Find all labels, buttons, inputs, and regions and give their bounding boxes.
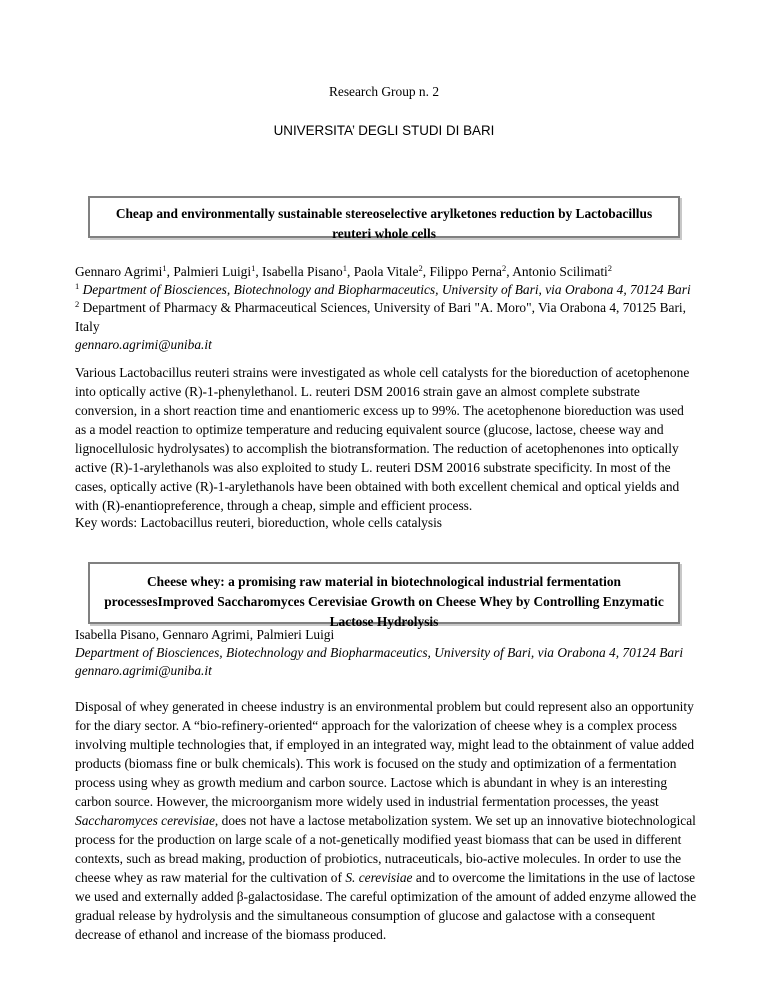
- article2-title-part1: Cheese whey: a promising raw material in biotechnological industrial fermentation processes: [104, 574, 621, 609]
- university-heading: UNIVERSITA’ DEGLI STUDI DI BARI: [273, 123, 495, 138]
- article2-authors: Isabella Pisano, Gennaro Agrimi, Palmieri Luigi: [75, 627, 335, 642]
- article2-title-part2: Improved Saccharomyces Cerevisiae Growth on Cheese Whey by Controlling Enzymatic Lactose Hydrolysis: [157, 594, 664, 629]
- article1-keywords: Key words: Lactobacillus reuteri, bioreduction, whole cells catalysis: [75, 515, 443, 530]
- species-name: Saccharomyces cerevisiae: [75, 813, 215, 828]
- article1-authors: Gennaro Agrimi$^1$, Palmieri Luigi$^1$, Isabella Pisano$^1$, Paola Vitale$^2$, Filippo Perna$^2$, Antonio Scilimati$^2$: [75, 263, 613, 279]
- article1-abstract: Various Lactobacillus reuteri strains were investigated as whole cell catalysts for the bioreduction of acetophenone into optically active (R)-1-phenylethanol. L. reuteri DSM 20016 strain gave an almost complete substrate conversion, in a short reaction time and enantiomeric excess up to 99%. The acetophenone bioreduction was used as a model reaction to optimize temperature and reducing equivalent source (glucose, lactose, cheese way and lignocellulosic hydrolysates) to accomplish the biotransformation. The reduction of acetophenones into optically active (R)-1-arylethanols was also exploited to study L. reuteri DSM 20016 substrate specificity. In most of the cases, optically active (R)-1-arylethanols have been obtained with both excellent chemical and optical yields and with (R)-enantiopreference, through a cheap, simple and efficient process.: [75, 365, 690, 513]
- article1-email[interactable]: gennaro.agrimi@uniba.it: [75, 336, 212, 352]
- article1-title-box: [88, 196, 680, 241]
- species-name: S. cerevisiae: [345, 870, 413, 885]
- article2-header-block: [75, 626, 697, 681]
- article1-affiliation-1: $^1$ Department of Biosciences, Biotechnology and Biopharmaceutics, University of Bari, via Orabona 4, 70124 Bari: [75, 281, 691, 298]
- article1-header-block: [75, 263, 700, 354]
- article1-affiliation-2: $^2$ Department of Pharmacy & Pharmaceutical Sciences, University of Bari "A. Moro", Via Orabona 4, 70125 Bari, Italy: [75, 299, 686, 334]
- article2-affiliation: Department of Biosciences, Biotechnology and Biopharmaceutics, University of Bari, via Orabona 4, 70124 Bari: [75, 645, 684, 661]
- article2-abstract: Disposal of whey generated in cheese industry is an environmental problem but could represent also an opportunity for the diary sector. A “bio-refinery-oriented“ approach for the valorization of cheese whey is a complex process involving multiple technologies that, if employed in an integrated way, might lead to the obtainment of value added products (biomass fine or bulk chemicals). This work is focused on the study and optimization of a fermentation process using whey as growth medium and carbon source. Lactose which is abundant in whey is an interesting carbon source. However, the microorganism more widely used in industrial fermentation processes, the yeast Saccharomyces cerevisiae, does not have a lactose metabolization system. We set up an innovative biotechnological process for the production on large scale of a not-genetically modified yeast biomass that can be used in different contexts, such as bread making, production of probiotics, nutraceuticals, bio-active molecules. In order to use the cheese whey as raw material for the cultivation of S. cerevisiae and to overcome the limitations in the use of lactose we used and externally added β-galactosidase. The careful optimization of the amount of added enzyme allowed the gradual release by hydrolysis and the simultaneous consumption of glucose and galactose with a consequent decrease of ethanol and increase of the biomass produced.: [75, 699, 697, 942]
- article2-email[interactable]: gennaro.agrimi@uniba.it: [75, 663, 212, 679]
- research-group-label: Research Group n. 2: [328, 84, 440, 99]
- article1-title: Cheap and environmentally sustainable stereoselective arylketones reduction by Lactobacillus reuteri whole cells: [115, 206, 653, 241]
- article2-title-box: [88, 562, 680, 629]
